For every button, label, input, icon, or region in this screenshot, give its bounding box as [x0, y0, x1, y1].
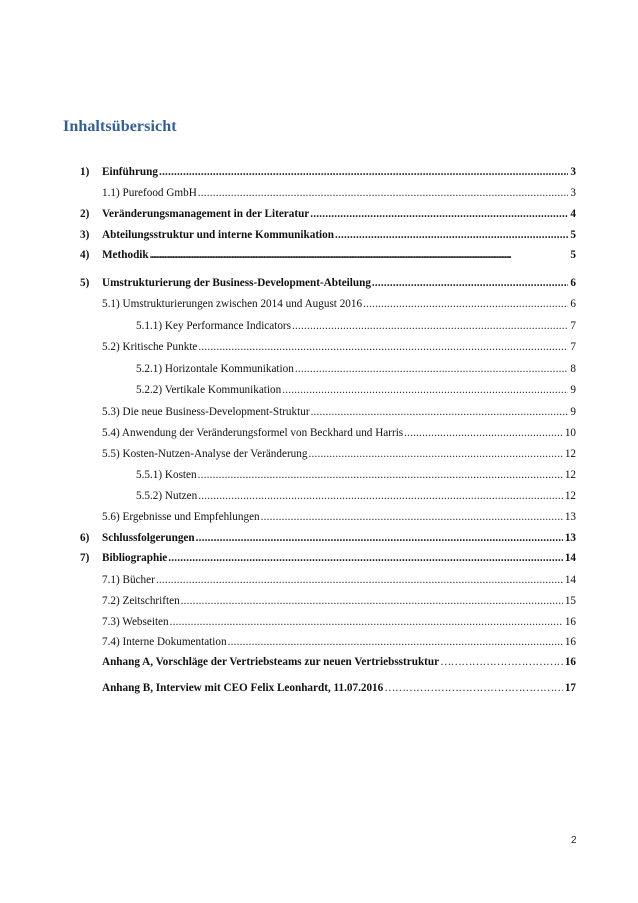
toc-text: Schlussfolgerungen	[102, 532, 195, 544]
toc-page: 13	[564, 511, 576, 523]
toc-number: 1)	[80, 166, 90, 178]
toc-text: 5.1) Umstrukturierungen zwischen 2014 und August 2016	[102, 298, 363, 310]
toc-leader	[196, 530, 563, 546]
toc-entry-5-5-1[interactable]	[136, 467, 576, 483]
toc-leader	[198, 488, 563, 504]
toc-page: 5	[570, 229, 576, 241]
toc-page: 9	[570, 384, 576, 396]
page-number: 2	[571, 835, 577, 846]
toc-leader	[198, 339, 568, 355]
toc-entry-5-2-1[interactable]	[136, 361, 576, 377]
toc-page: 12	[564, 448, 576, 460]
toc-entry-5-2-2[interactable]	[136, 382, 576, 398]
toc-text: 5.5.1) Kosten	[136, 469, 197, 481]
toc-text: 7.3) Webseiten	[102, 616, 169, 628]
toc-entry-1-1[interactable]	[102, 185, 576, 201]
toc-page: 10	[564, 427, 576, 439]
toc-entry-6[interactable]	[80, 530, 576, 546]
toc-text: 5.2.1) Horizontale Kommunikation	[136, 363, 294, 375]
toc-leader	[170, 614, 563, 630]
toc-entry-5-1-1[interactable]	[136, 318, 576, 334]
toc-leader	[295, 361, 569, 377]
toc-text: 5.3) Die neue Business-Development-Struktur	[102, 406, 310, 418]
toc-number: 2)	[80, 208, 90, 220]
toc-text: 5.4) Anwendung der Veränderungsformel von Beckhard und Harris	[102, 427, 404, 439]
toc-leader	[440, 654, 563, 670]
toc-entry-appendix-a[interactable]	[102, 654, 576, 670]
toc-text: Anhang A, Vorschläge der Vertriebsteams zur neuen Vertriebsstruktur	[102, 656, 440, 668]
toc-leader	[310, 206, 568, 222]
toc-title: Inhaltsübersicht	[63, 118, 177, 135]
toc-leader	[308, 446, 562, 462]
toc-page: 4	[570, 208, 576, 220]
toc-page: 6	[570, 277, 576, 289]
toc-page: 16	[564, 656, 576, 668]
toc-leader	[363, 296, 568, 312]
toc-leader	[198, 467, 563, 483]
toc-text: 7.4) Interne Dokumentation	[102, 636, 227, 648]
toc-entry-5-2[interactable]	[102, 339, 576, 355]
toc-text: Umstrukturierung der Business-Development-Abteilung	[102, 277, 371, 289]
toc-text: 5.2.2) Vertikale Kommunikation	[136, 384, 282, 396]
toc-entry-7-3[interactable]	[102, 614, 576, 630]
toc-text: 7.1) Bücher	[102, 574, 155, 586]
toc-page: 14	[564, 552, 576, 564]
toc-leader	[372, 275, 568, 291]
toc-entry-3[interactable]	[80, 227, 576, 243]
toc-entry-7[interactable]	[80, 550, 576, 566]
toc-number: 3)	[80, 229, 90, 241]
toc-page: 7	[570, 341, 576, 353]
toc-entry-7-1[interactable]	[102, 572, 576, 588]
toc-leader	[168, 550, 563, 566]
toc-leader	[282, 382, 568, 398]
toc-text: 1.1) Purefood GmbH	[102, 187, 197, 199]
toc-text: Veränderungsmanagement in der Literatur	[102, 208, 310, 220]
toc-entry-7-4[interactable]	[102, 634, 576, 650]
toc-leader	[384, 680, 563, 696]
toc-page: 16	[564, 616, 576, 628]
toc-text: 5.5.2) Nutzen	[136, 490, 198, 502]
toc-leader	[311, 404, 569, 420]
toc-leader	[159, 164, 568, 180]
toc-page: 7	[570, 320, 576, 332]
toc-leader	[292, 318, 568, 334]
toc-number: 6)	[80, 532, 90, 544]
toc-page: 17	[564, 682, 576, 694]
toc-page: 3	[570, 166, 576, 178]
toc-text: Einführung	[102, 166, 158, 178]
toc-entry-2[interactable]	[80, 206, 576, 222]
toc-leader	[404, 425, 563, 441]
toc-entry-5-6[interactable]	[102, 509, 576, 525]
toc-page: 9	[570, 406, 576, 418]
toc-leader	[261, 509, 563, 525]
toc-page: 6	[570, 298, 576, 310]
toc-text: Methodik	[102, 249, 149, 261]
toc-text: Abteilungsstruktur und interne Kommunikation	[102, 229, 334, 241]
toc-leader	[181, 593, 563, 609]
toc-page: 14	[564, 574, 576, 586]
toc-page: 3	[570, 187, 576, 199]
toc-leader	[150, 247, 569, 263]
toc-leader	[228, 634, 563, 650]
toc-entry-5-4[interactable]	[102, 425, 576, 441]
toc-entry-7-2[interactable]	[102, 593, 576, 609]
toc-entry-appendix-b[interactable]	[102, 680, 576, 696]
toc-page: 12	[564, 469, 576, 481]
toc-number: 7)	[80, 552, 90, 564]
toc-page: 13	[564, 532, 576, 544]
toc-entry-5-5[interactable]	[102, 446, 576, 462]
toc-page: 12	[564, 490, 576, 502]
toc-leader	[335, 227, 568, 243]
toc-entry-4[interactable]	[80, 247, 576, 263]
toc-entry-5-1[interactable]	[102, 296, 576, 312]
toc-page: 15	[564, 595, 576, 607]
toc-text: Anhang B, Interview mit CEO Felix Leonhardt, 11.07.2016	[102, 682, 384, 694]
toc-entry-5-5-2[interactable]	[136, 488, 576, 504]
toc-entry-5-3[interactable]	[102, 404, 576, 420]
toc-text: Bibliographie	[102, 552, 168, 564]
toc-number: 5)	[80, 277, 90, 289]
toc-leader	[156, 572, 563, 588]
toc-page: 5	[570, 249, 576, 261]
toc-number: 4)	[80, 249, 90, 261]
toc-text: 5.6) Ergebnisse und Empfehlungen	[102, 511, 260, 523]
toc-page: 16	[564, 636, 576, 648]
toc-text: 5.5) Kosten-Nutzen-Analyse der Veränderung	[102, 448, 308, 460]
toc-text: 5.2) Kritische Punkte	[102, 341, 198, 353]
toc-text: 5.1.1) Key Performance Indicators	[136, 320, 292, 332]
toc-text: 7.2) Zeitschriften	[102, 595, 180, 607]
toc-page: 8	[570, 363, 576, 375]
toc-leader	[198, 185, 569, 201]
toc-entry-5[interactable]	[80, 275, 576, 291]
toc-entry-1[interactable]	[80, 164, 576, 180]
